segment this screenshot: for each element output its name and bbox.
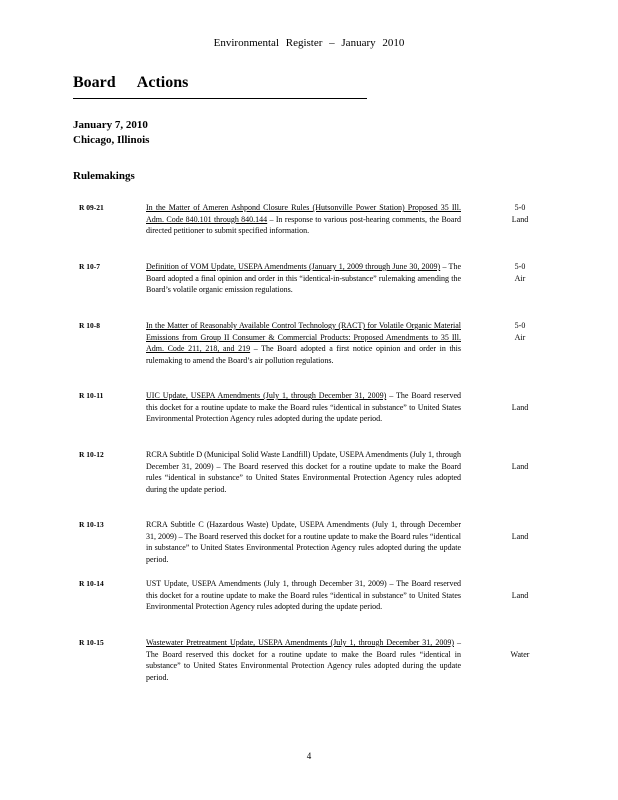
entry-vote-media xyxy=(495,519,545,542)
entry-vote-media xyxy=(495,261,545,284)
rulemaking-entry xyxy=(0,320,618,390)
docket-number: R 10-13 xyxy=(79,520,104,529)
title-underline-rule xyxy=(73,98,367,99)
media-type: Air xyxy=(514,332,526,342)
entry-description xyxy=(146,390,461,425)
entry-description xyxy=(146,320,461,366)
docket-number: R 10-7 xyxy=(79,262,101,271)
entry-vote-media xyxy=(495,202,545,225)
rulemaking-entry xyxy=(0,449,618,519)
docket-number: R 10-8 xyxy=(79,321,101,330)
page-number: 4 xyxy=(306,751,312,761)
entry-description xyxy=(146,519,461,565)
media-type: Land xyxy=(511,590,529,600)
meeting-location: Chicago, Illinois xyxy=(73,134,150,146)
entry-description xyxy=(146,449,461,495)
entry-vote-media xyxy=(495,320,545,343)
docket-number: R 10-15 xyxy=(79,638,104,647)
entry-description xyxy=(146,261,461,296)
entry-vote-media xyxy=(495,637,545,660)
meeting-date: January 7, 2010 xyxy=(73,119,148,131)
entry-description xyxy=(146,578,461,613)
rulemaking-entry xyxy=(0,261,618,320)
entry-description xyxy=(146,202,461,237)
entry-text: UST Update, USEPA Amendments (July 1, through December 31, 2009) – The Board reserved this docket for a routine update to make the Board rules “identical in substance” to United States Environmental Protection Agency rules adopted during the update period. xyxy=(146,579,461,612)
vote-count: 5-0 xyxy=(514,321,526,330)
media-type: Land xyxy=(511,531,529,541)
rulemaking-entry xyxy=(0,202,618,261)
vote-count xyxy=(495,578,545,590)
media-type: Land xyxy=(511,214,529,224)
rulemaking-entry xyxy=(0,578,618,637)
media-type: Land xyxy=(511,461,529,471)
entry-vote-media xyxy=(495,578,545,601)
running-header: Environmental Register – January 2010 xyxy=(213,37,405,49)
media-type: Land xyxy=(511,402,529,412)
entry-text: – The Board reserved this docket for a routine update to make the Board rules “identical in substance” to United States Environmental Protection Agency rules adopted during the update period. xyxy=(146,638,462,682)
section-title: Board Actions xyxy=(73,74,189,91)
rulemaking-entry xyxy=(0,390,618,449)
rulemakings-heading: Rulemakings xyxy=(73,170,135,182)
vote-count xyxy=(495,390,545,402)
entry-text: – In response to various post-hearing comments, the Board directed petitioner to submit specified information. xyxy=(146,214,461,236)
vote-count xyxy=(495,637,545,649)
media-type: Water xyxy=(510,649,530,659)
docket-number: R 09-21 xyxy=(79,203,104,212)
vote-count: 5-0 xyxy=(514,262,526,271)
entry-vote-media xyxy=(495,390,545,413)
meeting-info xyxy=(73,118,149,148)
docket-number: R 10-11 xyxy=(79,391,104,400)
media-type: Air xyxy=(514,273,526,283)
docket-number: R 10-14 xyxy=(79,579,104,588)
rulemaking-entry xyxy=(0,519,618,578)
entry-text: RCRA Subtitle C (Hazardous Waste) Update, USEPA Amendments (July 1, through December 31, 2009) – The Board reserved this docket for a routine update to make the Board rules “identical in substance” to United States Environmental Protection Agency rules adopted during the update period. xyxy=(146,520,461,564)
entry-description xyxy=(146,637,461,683)
rulemaking-list xyxy=(0,202,618,696)
entry-title: In the Matter of Reasonably Available Control Technology (RACT) for Volatile Organic Material Emissions from Group II Consumer & Commercial Products: Proposed Amendments to 35 Ill. Adm. Code 211, 218, and 219 xyxy=(146,321,461,354)
vote-count xyxy=(495,519,545,531)
entry-vote-media xyxy=(495,449,545,472)
entry-text: – The Board adopted a first notice opinion and order in this rulemaking to amend the Board’s air pollution regulations. xyxy=(146,344,462,365)
entry-title: Wastewater Pretreatment Update, USEPA Amendments (July 1, through December 31, 2009) xyxy=(146,638,454,647)
entry-text: RCRA Subtitle D (Municipal Solid Waste Landfill) Update, USEPA Amendments (July 1, through December 31, 2009) – The Board reserved this docket for a routine update to make the Board rules “identical in substance” to United States Environmental Protection Agency rules adopted during the update period. xyxy=(146,450,461,494)
entry-text: – The Board reserved this docket for a routine update to make the Board rules “identical in substance” to United States Environmental Protection Agency rules adopted during the update period. xyxy=(146,391,461,424)
entry-title: In the Matter of Ameren Ashpond Closure Rules (Hutsonville Power Station) Proposed 35 Ill. Adm. Code 840.101 through 840.144 xyxy=(146,203,461,224)
entry-title: Definition of VOM Update, USEPA Amendments (January 1, 2009 through June 30, 2009) xyxy=(146,262,441,271)
entry-text: – The Board adopted a final opinion and order in this “identical-in-substance” rulemaking amending the Board’s volatile organic emission regulations. xyxy=(146,262,461,295)
docket-number: R 10-12 xyxy=(79,450,104,459)
rulemaking-entry xyxy=(0,637,618,696)
vote-count xyxy=(495,449,545,461)
vote-count: 5-0 xyxy=(514,203,526,212)
entry-title: UIC Update, USEPA Amendments (July 1, through December 31, 2009) xyxy=(146,391,387,400)
